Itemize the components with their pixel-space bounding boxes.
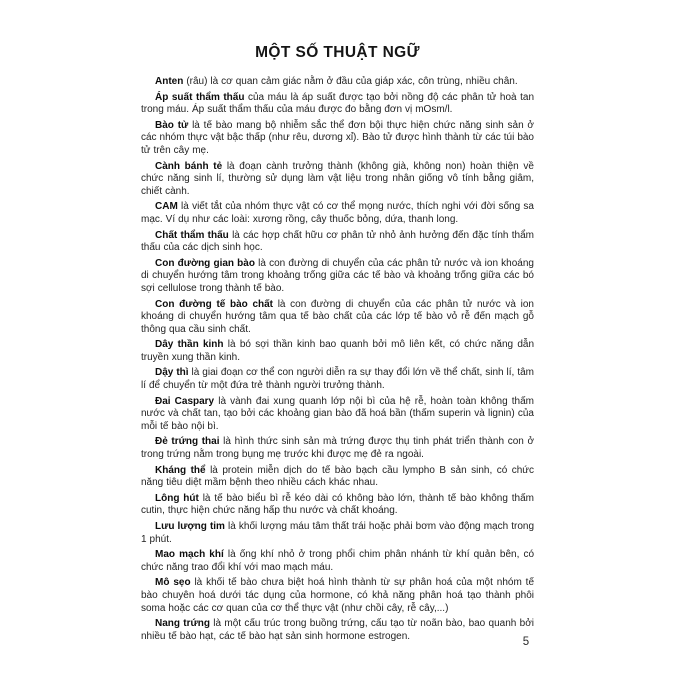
glossary-definition: là hình thức sinh sản mà trứng được thụ tinh phát triển thành con ở trong trứng nằm trong bụng mẹ trước khi được mẹ đẻ ra ngoài. bbox=[141, 436, 535, 461]
glossary-term: CAM bbox=[155, 201, 178, 213]
page-number: 5 bbox=[522, 636, 530, 648]
content-column bbox=[141, 44, 534, 643]
glossary-definition: là giai đoạn cơ thể con người diễn ra sự thay đổi lớn về thể chất, sinh lí, tâm lí để chuyển từ một đứa trẻ thành người trưởng thành. bbox=[141, 367, 534, 392]
glossary-term: Cành bánh tẻ bbox=[155, 160, 223, 172]
glossary-term: Kháng thể bbox=[155, 464, 206, 476]
glossary-term: Bào tử bbox=[155, 119, 189, 131]
glossary-definition: là một cấu trúc trong buồng trứng, cấu tạo từ noãn bào, bao quanh bởi nhiều tế bào hạt, các tế bào hạt sản sinh hormone estrogen. bbox=[141, 618, 534, 642]
glossary-term: Lưu lượng tim bbox=[155, 521, 225, 532]
glossary-entry bbox=[141, 161, 534, 199]
glossary-definition: là tế bào biểu bì rễ kéo dài có không bào lớn, thành tế bào không thấm cutin, thực hiện chức năng hấp thu nước và chất khoáng. bbox=[141, 492, 534, 517]
glossary-entry bbox=[141, 493, 534, 518]
glossary-definition: là con đường di chuyển của các phân tử nước và ion khoáng di chuyển hướng tâm trong khoảng trống giữa các tế bào và khoảng trống giữa các bó sợi cellulose trong thành tế bào. bbox=[141, 257, 534, 294]
glossary-definition: là viết tắt của nhóm thực vật có cơ thể mọng nước, thích nghi với đời sống sa mạc. Ví dụ như các loài: xương rồng, cây thuốc bỏng, dứa, thanh long. bbox=[141, 201, 534, 225]
glossary-entry bbox=[141, 339, 534, 364]
glossary-term: Con đường gian bào bbox=[155, 257, 255, 269]
glossary-entry bbox=[141, 436, 534, 461]
glossary-term: Mô sẹo bbox=[155, 577, 191, 589]
glossary-term: Con đường tế bào chất bbox=[155, 298, 274, 310]
glossary-list bbox=[141, 76, 534, 643]
glossary-definition: là protein miễn dịch do tế bào bạch cầu lympho B sản sinh, có chức năng tiêu diệt mầm bệnh theo nhiều cách khác nhau. bbox=[141, 464, 534, 489]
glossary-entry bbox=[141, 201, 534, 226]
glossary-term: Lông hút bbox=[155, 492, 199, 504]
glossary-entry bbox=[141, 258, 534, 296]
glossary-term: Nang trứng bbox=[155, 618, 210, 630]
glossary-term: Dậy thì bbox=[155, 367, 189, 379]
glossary-entry bbox=[141, 367, 534, 392]
glossary-definition: là khối lượng máu tâm thất trái hoặc phải bơm vào động mạch trong 1 phút. bbox=[141, 521, 535, 545]
glossary-definition: là bó sợi thần kinh bao quanh bởi mô liên kết, có chức năng dẫn truyền xung thần kinh. bbox=[141, 339, 535, 363]
glossary-term: Áp suất thẩm thấu bbox=[155, 91, 245, 103]
glossary-definition: là ống khí nhỏ ở trong phổi chim phân nhánh từ khí quản bên, có chức năng trao đổi khí với mao mạch máu. bbox=[141, 549, 535, 573]
glossary-entry bbox=[141, 299, 534, 337]
glossary-definition: là đoạn cành trưởng thành (không già, không non) hoàn thiện về chức năng sinh lí, thường sử dụng làm vật liệu trong nhân giống vô tính bằng giâm, chiết cành. bbox=[141, 160, 534, 197]
glossary-term: Đẻ trứng thai bbox=[155, 436, 220, 448]
glossary-term: Anten bbox=[155, 76, 184, 87]
glossary-entry bbox=[141, 92, 534, 117]
glossary-entry bbox=[141, 618, 534, 643]
page-title: MỘT SỐ THUẬT NGỮ bbox=[255, 44, 420, 61]
glossary-entry bbox=[141, 76, 534, 89]
glossary-definition: là tế bào mang bộ nhiễm sắc thể đơn bội thực hiện chức năng sinh sản ở các nhóm thực vật bậc thấp (như rêu, dương xỉ). Bào tử được hình thành từ các túi bào tử trên cây mẹ. bbox=[141, 119, 534, 156]
glossary-entry bbox=[141, 577, 534, 615]
glossary-entry bbox=[141, 521, 534, 546]
glossary-entry bbox=[141, 120, 534, 158]
glossary-term: Chất thẩm thấu bbox=[155, 229, 229, 241]
glossary-definition: (râu) là cơ quan cảm giác nằm ở đầu của giáp xác, côn trùng, nhiều chân. bbox=[186, 76, 518, 87]
glossary-entry bbox=[141, 465, 534, 490]
glossary-entry bbox=[141, 549, 534, 574]
glossary-definition: là vành đai xung quanh lớp nội bì của hệ rễ, hoàn toàn không thấm nước và chất tan, tạo bởi các khoảng gian bào đã hoá bần (thấm superin và lignin) của mỗi tế bào nội bì. bbox=[141, 395, 534, 432]
glossary-entry bbox=[141, 396, 534, 434]
glossary-definition: là con đường di chuyển của các phân tử nước và ion khoáng di chuyển hướng tâm qua tế bào chất của các lớp tế bào vỏ rễ đến mạch gỗ thông qua cầu sinh chất. bbox=[141, 298, 534, 335]
glossary-definition: là khối tế bào chưa biệt hoá hình thành từ sự phân hoá của một nhóm tế bào chuyên hoá dưới tác dụng của hormone, có khả năng phân hoá tạo thành phôi soma hoặc các cơ quan của cơ thể thực vật (như chồi cây, rễ cây,...) bbox=[141, 577, 535, 614]
glossary-definition: của máu là áp suất được tạo bởi nồng độ các phân tử hoà tan trong máu. Áp suất thẩm thấu của máu được đo bằng đơn vị mOsm/l. bbox=[141, 91, 535, 116]
glossary-term: Dây thần kinh bbox=[155, 339, 224, 351]
glossary-entry bbox=[141, 230, 534, 255]
glossary-term: Đai Caspary bbox=[155, 395, 215, 407]
glossary-definition: là các hợp chất hữu cơ phân tử nhỏ ảnh hưởng đến đặc tính thẩm thấu của các dịch sinh học. bbox=[141, 229, 534, 254]
glossary-term: Mao mạch khí bbox=[155, 549, 224, 561]
